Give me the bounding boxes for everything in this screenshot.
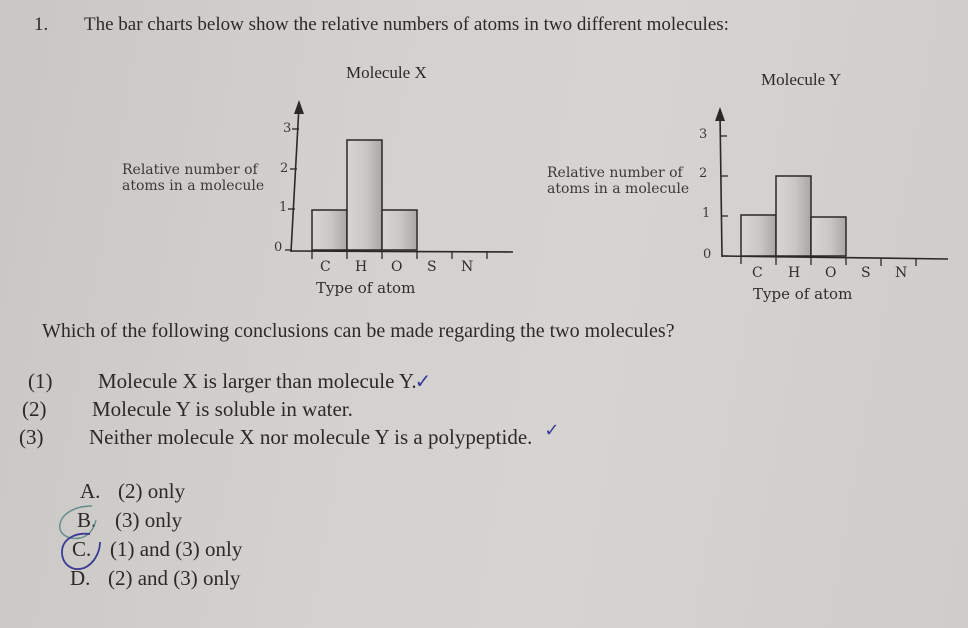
chart-y-xcat-h: H xyxy=(788,265,801,281)
chart-y-ytick-1: 1 xyxy=(702,206,711,221)
chart-y-bar-o xyxy=(811,217,846,256)
chart-y-bar-c xyxy=(741,215,776,256)
question-stem-text: The bar charts below show the relative numbers of atoms in two different molecules: xyxy=(84,14,729,35)
question-number: 1. xyxy=(34,14,49,35)
pen-circle-icon xyxy=(50,500,130,590)
chart-x-xcat-h: H xyxy=(355,259,368,275)
chart-y-ytick-3: 3 xyxy=(699,127,708,142)
chart-y-bar-h xyxy=(776,176,811,256)
option-c-letter: C. xyxy=(72,537,92,561)
option-a-letter: A. xyxy=(80,479,101,503)
statement-2-text: Molecule Y is soluble in water. xyxy=(92,397,353,421)
option-d-text: (2) and (3) only xyxy=(108,566,241,590)
chart-x-xcat-n: N xyxy=(461,259,474,275)
chart-x-bar-h xyxy=(347,140,382,250)
chart-x-ytick-1: 1 xyxy=(279,200,288,215)
statement-3-text: Neither molecule X nor molecule Y is a polypeptide. xyxy=(89,425,533,449)
option-c-text: (1) and (3) only xyxy=(110,537,243,561)
chart-y-xcat-o: O xyxy=(825,265,837,281)
chart-x-xlabel: Type of atom xyxy=(316,279,416,297)
statement-1 xyxy=(28,369,431,394)
statement-3 xyxy=(19,420,560,450)
chart-x-xcat-c: C xyxy=(320,259,331,275)
chart-x-ytick-0: 0 xyxy=(274,240,283,255)
chart-x-ylabel: Relative number of atoms in a molecule xyxy=(122,162,265,194)
chart-x-bar-c xyxy=(312,210,347,250)
chart-x-xcat-s: S xyxy=(427,259,437,275)
statement-1-number: (1) xyxy=(28,369,53,393)
chart-x-xcat-o: O xyxy=(391,259,403,275)
chart-y-xlabel: Type of atom xyxy=(753,285,853,303)
chart-y-xcat-n: N xyxy=(895,265,908,281)
chart-y-ylabel: Relative number of atoms in a molecule xyxy=(547,165,690,197)
chart-y-xcat-c: C xyxy=(752,265,763,281)
chart-x-ytick-2: 2 xyxy=(280,161,289,176)
chart-y-ytick-2: 2 xyxy=(699,166,708,181)
check-mark-icon: ✓ xyxy=(544,420,560,441)
option-b-text: (3) only xyxy=(115,508,183,532)
option-a-text: (2) only xyxy=(118,479,186,503)
chart-y-plot xyxy=(708,105,948,275)
chart-x-plot xyxy=(285,98,515,268)
check-mark-icon: ✓ xyxy=(414,369,432,393)
chart-x-ytick-3: 3 xyxy=(283,121,292,136)
chart-x-title: Molecule X xyxy=(346,63,427,82)
chart-y-ytick-0: 0 xyxy=(703,247,712,262)
option-d-letter: D. xyxy=(70,566,91,590)
statement-3-number: (3) xyxy=(19,425,44,449)
question-stem xyxy=(34,14,729,36)
statement-1-text: Molecule X is larger than molecule Y. xyxy=(98,369,417,393)
option-b-letter: B. xyxy=(77,508,97,532)
chart-x-bar-o xyxy=(382,210,417,250)
statement-2-number: (2) xyxy=(22,397,47,421)
statement-2 xyxy=(22,397,353,422)
chart-y-title: Molecule Y xyxy=(761,70,842,89)
chart-y-xcat-s: S xyxy=(861,265,871,281)
question-prompt: Which of the following conclusions can be made regarding the two molecules? xyxy=(42,320,675,342)
